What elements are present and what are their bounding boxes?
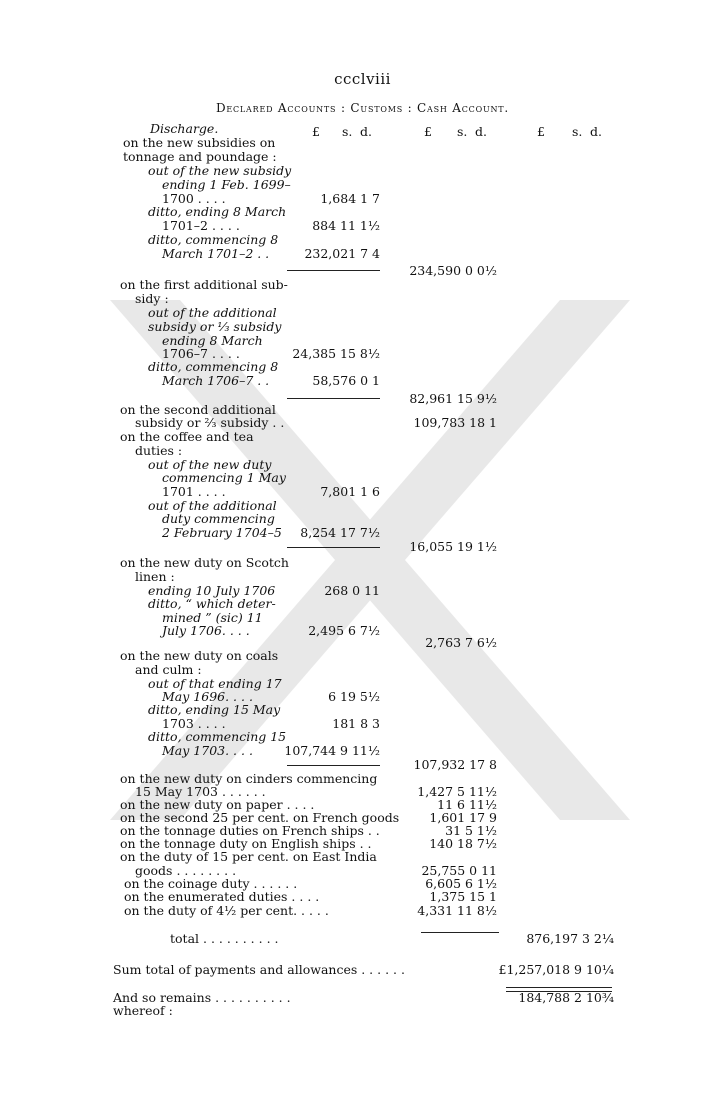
account-line: on the enumerated duties . . . .: [124, 889, 320, 904]
account-line: ditto, commencing 15: [148, 729, 287, 744]
account-line: out of that ending 17: [148, 676, 282, 691]
account-line: 2 February 1704–5: [162, 525, 282, 540]
account-line: sidy :: [135, 291, 169, 306]
account-line: and culm :: [135, 662, 202, 677]
col2-amount: 16,055 19 1½: [409, 539, 497, 554]
total-double-rule: [506, 987, 612, 992]
account-line: commencing 1 May: [162, 470, 286, 485]
account-line: 1701–2 . . . .: [162, 218, 240, 233]
account-line: subsidy or ⅔ subsidy . .: [135, 415, 285, 430]
col1-amount: 107,744 9 11½: [284, 743, 380, 758]
account-line: duty commencing: [162, 511, 275, 526]
col2-amount: 82,961 15 9½: [409, 391, 497, 406]
col1-amount: 268 0 11: [324, 583, 380, 598]
account-line: on the new duty on Scotch: [120, 555, 289, 570]
col2-amount: 6,605 6 1½: [425, 876, 497, 891]
subtotal-rule: [287, 765, 380, 766]
col1-amount: 2,495 6 7½: [308, 623, 380, 638]
account-line: ending 1 Feb. 1699–: [162, 177, 291, 192]
col3-amount: £1,257,018 9 10¼: [498, 962, 614, 977]
subtotal-rule: [421, 932, 499, 933]
col1-amount: 1,684 1 7: [320, 191, 380, 206]
col2-amount: 1,601 17 9: [429, 810, 497, 825]
account-line: March 1701–2 . .: [162, 246, 270, 261]
col3-amount: 184,788 2 10¾: [518, 990, 614, 1005]
account-line: And so remains . . . . . . . . . .: [113, 990, 291, 1005]
account-line: on the tonnage duty on English ships . .: [120, 836, 372, 851]
account-line: ditto, ending 8 March: [148, 204, 287, 219]
account-line: on the second 25 per cent. on French goods: [120, 810, 400, 825]
subtotal-rule: [287, 547, 380, 548]
account-line: May 1696. . . .: [162, 689, 253, 704]
col2-amount: 234,590 0 0½: [409, 263, 497, 278]
page-number: ccclviii: [334, 70, 391, 88]
account-line: on the new duty on paper . . . .: [120, 797, 315, 812]
subtotal-rule: [287, 270, 380, 271]
col2-pound-header: £: [424, 124, 432, 139]
account-line: on the new duty on coals: [120, 648, 279, 663]
col2-amount: 2,763 7 6½: [425, 635, 497, 650]
account-line: linen :: [135, 569, 175, 584]
col1-amount: 24,385 15 8½: [292, 346, 380, 361]
col3-pence-header: d.: [590, 124, 602, 139]
account-line: on the new duty on cinders commencing: [120, 771, 378, 786]
account-line: ditto, ending 15 May: [148, 702, 281, 717]
account-line: March 1706–7 . .: [162, 373, 270, 388]
account-line: on the tonnage duties on French ships . .: [120, 823, 380, 838]
col1-shilling-header: s.: [342, 124, 353, 139]
col1-amount: 8,254 17 7½: [300, 525, 380, 540]
account-line: ending 10 July 1706: [148, 583, 276, 598]
col1-pound-header: £: [312, 124, 320, 139]
col2-amount: 1,375 15 1: [429, 889, 497, 904]
account-line: tonnage and poundage :: [123, 149, 277, 164]
account-line: on the coinage duty . . . . . .: [124, 876, 298, 891]
col2-amount: 1,427 5 11½: [417, 784, 497, 799]
account-line: on the coffee and tea: [120, 429, 254, 444]
account-line: 1700 . . . .: [162, 191, 226, 206]
account-line: ditto, commencing 8: [148, 232, 279, 247]
account-line: out of the additional: [148, 305, 277, 320]
col2-shilling-header: s.: [457, 124, 468, 139]
account-line: on the duty of 15 per cent. on East India: [120, 849, 377, 864]
col1-amount: 232,021 7 4: [304, 246, 380, 261]
account-line: subsidy or ⅓ subsidy: [148, 319, 282, 334]
account-line: 1703 . . . .: [162, 716, 226, 731]
account-line: 1706–7 . . . .: [162, 346, 240, 361]
col2-amount: 25,755 0 11: [421, 863, 497, 878]
col3-pound-header: £: [537, 124, 545, 139]
account-line: ditto, commencing 8: [148, 359, 279, 374]
col1-amount: 884 11 1½: [312, 218, 380, 233]
col1-pence-header: d.: [360, 124, 372, 139]
account-line: July 1706. . . .: [162, 623, 250, 638]
account-line: mined ” (sic) 11: [162, 610, 263, 625]
col3-shilling-header: s.: [572, 124, 583, 139]
account-line: out of the additional: [148, 498, 277, 513]
account-line: May 1703. . . .: [162, 743, 253, 758]
col2-pence-header: d.: [475, 124, 487, 139]
col2-amount: 109,783 18 1: [413, 415, 497, 430]
col3-amount: 876,197 3 2¼: [526, 931, 614, 946]
account-line: whereof :: [113, 1003, 173, 1018]
col2-amount: 11 6 11½: [437, 797, 497, 812]
col2-amount: 4,331 11 8½: [417, 903, 497, 918]
account-line: Sum total of payments and allowances . . . . . .: [113, 962, 405, 977]
col2-amount: 107,932 17 8: [413, 757, 497, 772]
subtotal-rule: [287, 398, 380, 399]
account-line: on the second additional: [120, 402, 276, 417]
page-title: Declared Accounts : Customs : Cash Account.: [215, 101, 510, 115]
account-line: ending 8 March: [162, 333, 263, 348]
account-line: out of the new subsidy: [148, 163, 292, 178]
col2-amount: 140 18 7½: [429, 836, 497, 851]
account-line: on the duty of 4½ per cent. . . . .: [124, 903, 329, 918]
account-line: ditto, “ which deter-: [148, 596, 276, 611]
account-line: duties :: [135, 443, 183, 458]
account-line: 1701 . . . .: [162, 484, 226, 499]
col1-amount: 7,801 1 6: [320, 484, 380, 499]
col1-amount: 58,576 0 1: [312, 373, 380, 388]
col2-amount: 31 5 1½: [445, 823, 497, 838]
account-line: 15 May 1703 . . . . . .: [135, 784, 266, 799]
account-line: out of the new duty: [148, 457, 272, 472]
account-line: on the new subsidies on: [123, 135, 276, 150]
account-line: goods . . . . . . . .: [135, 863, 237, 878]
account-line: total . . . . . . . . . .: [170, 931, 279, 946]
account-line: on the first additional sub-: [120, 277, 288, 292]
col1-amount: 6 19 5½: [328, 689, 380, 704]
account-line: Discharge.: [150, 121, 219, 136]
col1-amount: 181 8 3: [332, 716, 380, 731]
